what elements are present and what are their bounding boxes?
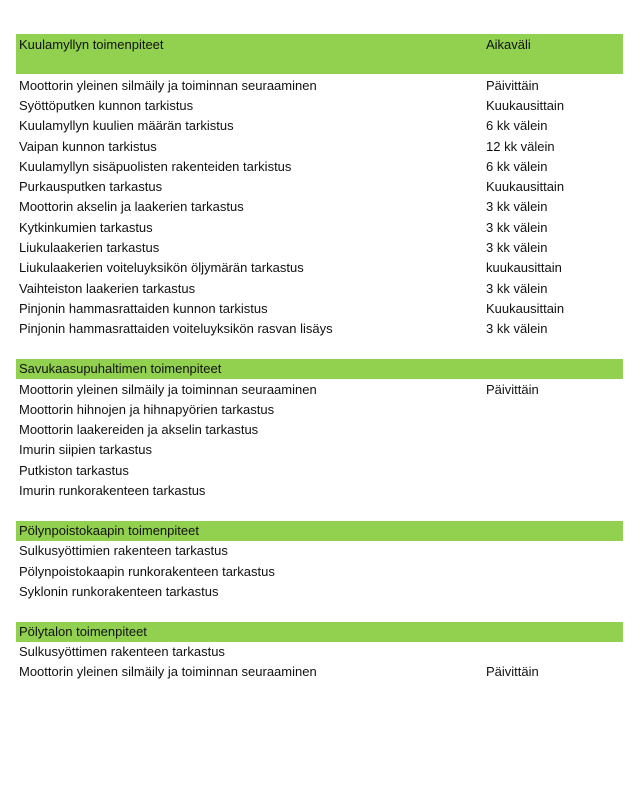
table-row (16, 237, 623, 257)
interval-cell: 3 kk välein (486, 240, 548, 256)
task-cell: Kuulamyllyn sisäpuolisten rakenteiden tarkistus (19, 158, 292, 174)
section-title: Savukaasupuhaltimen toimenpiteet (19, 361, 222, 377)
table-row (16, 399, 623, 419)
task-cell: Moottorin yleinen silmäily ja toiminnan seuraaminen (19, 77, 317, 93)
task-cell: Moottorin laakereiden ja akselin tarkastus (19, 422, 259, 438)
interval-cell: 12 kk välein (486, 138, 555, 154)
table-row (16, 197, 623, 217)
task-cell: Pinjonin hammasrattaiden kunnon tarkistus (19, 300, 268, 316)
interval-cell: Päivittäin (486, 77, 539, 93)
table-row (16, 278, 623, 298)
section-title: Pölytalon toimenpiteet (19, 624, 147, 640)
table-row (16, 176, 623, 196)
task-cell: Vaipan kunnon tarkistus (19, 138, 157, 154)
task-cell: Liukulaakerien tarkastus (19, 240, 160, 256)
interval-cell: Päivittäin (486, 381, 539, 397)
table-row (16, 75, 623, 95)
interval-cell: 3 kk välein (486, 280, 548, 296)
task-cell: Imurin runkorakenteen tarkastus (19, 482, 206, 498)
table-row (16, 581, 623, 601)
maintenance-sheet (16, 34, 623, 682)
section-title: Pölynpoistokaapin toimenpiteet (19, 523, 199, 539)
interval-cell: Kuukausittain (486, 179, 565, 195)
table-row (16, 298, 623, 318)
task-cell: Sulkusyöttimien rakenteen tarkastus (19, 543, 228, 559)
table-row (16, 460, 623, 480)
section-header-polynpoistokaappi (16, 521, 623, 541)
table-row (16, 440, 623, 460)
interval-cell: Kuukausittain (486, 300, 565, 316)
table-row (16, 136, 623, 156)
task-cell: Moottorin hihnojen ja hihnapyörien tarkastus (19, 401, 275, 417)
interval-cell: Kuukausittain (486, 97, 565, 113)
task-cell: Pinjonin hammasrattaiden voiteluyksikön rasvan lisäys (19, 321, 333, 337)
table-row (16, 662, 623, 682)
section-header-kuulamylly (16, 34, 623, 74)
table-row (16, 95, 623, 115)
task-cell: Pölynpoistokaapin runkorakenteen tarkastus (19, 563, 275, 579)
table-row (16, 419, 623, 439)
table-row (16, 561, 623, 581)
section-title: Kuulamyllyn toimenpiteet (19, 37, 164, 52)
task-cell: Putkiston tarkastus (19, 462, 129, 478)
interval-column-header: Aikaväli (486, 37, 531, 52)
table-row (16, 642, 623, 662)
task-cell: Liukulaakerien voiteluyksikön öljymärän tarkastus (19, 260, 304, 276)
interval-cell: 3 kk välein (486, 321, 548, 337)
task-cell: Sulkusyöttimen rakenteen tarkastus (19, 644, 225, 660)
interval-cell: Päivittäin (486, 664, 539, 680)
task-cell: Moottorin yleinen silmäily ja toiminnan seuraaminen (19, 381, 317, 397)
table-row (16, 156, 623, 176)
task-cell: Vaihteiston laakerien tarkastus (19, 280, 196, 296)
table-row (16, 116, 623, 136)
table-row (16, 217, 623, 237)
table-row (16, 319, 623, 339)
task-cell: Moottorin akselin ja laakerien tarkastus (19, 199, 244, 215)
interval-cell: 6 kk välein (486, 158, 548, 174)
task-cell: Syklonin runkorakenteen tarkastus (19, 583, 219, 599)
section-header-polytalo (16, 622, 623, 642)
table-row (16, 379, 623, 399)
table-row (16, 480, 623, 500)
interval-cell: 3 kk välein (486, 219, 548, 235)
task-cell: Syöttöputken kunnon tarkistus (19, 97, 194, 113)
table-row (16, 258, 623, 278)
task-cell: Kuulamyllyn kuulien määrän tarkistus (19, 118, 234, 134)
interval-cell: kuukausittain (486, 260, 562, 276)
interval-cell: 3 kk välein (486, 199, 548, 215)
task-cell: Kytkinkumien tarkastus (19, 219, 153, 235)
table-row (16, 541, 623, 561)
task-cell: Moottorin yleinen silmäily ja toiminnan seuraaminen (19, 664, 317, 680)
task-cell: Purkausputken tarkastus (19, 179, 163, 195)
section-header-savukaasupuhallin (16, 359, 623, 379)
interval-cell: 6 kk välein (486, 118, 548, 134)
task-cell: Imurin siipien tarkastus (19, 442, 152, 458)
